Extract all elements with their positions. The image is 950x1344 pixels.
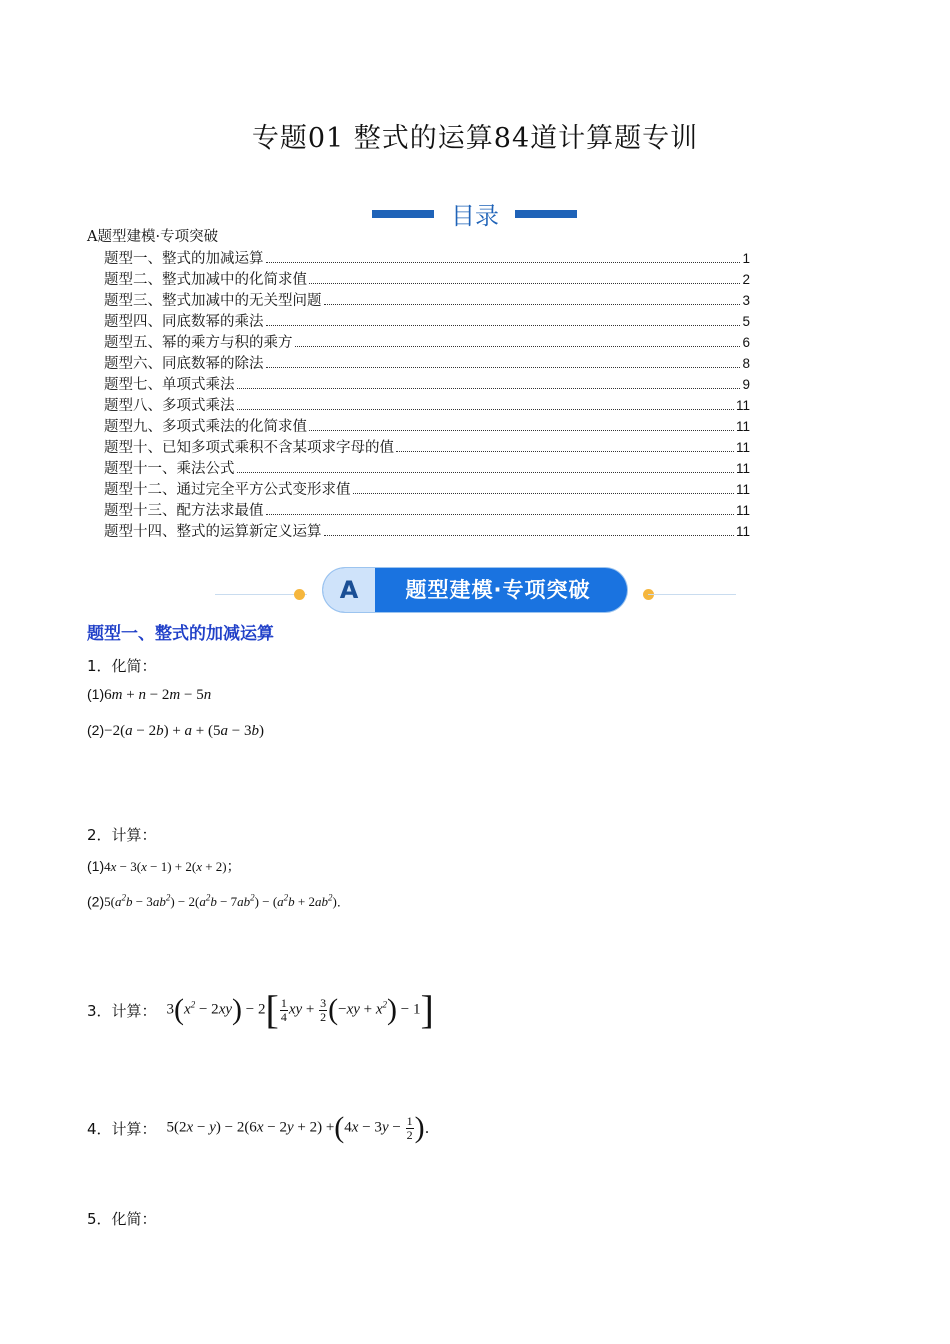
toc-item[interactable] — [87, 290, 750, 311]
toc-item[interactable] — [87, 500, 750, 521]
toc-item-label: 题型七、单项式乘法 — [104, 377, 235, 393]
question-4 — [87, 1113, 429, 1143]
section-title: 题型一、整式的加减运算 — [87, 624, 274, 644]
toc-leader-dots — [237, 471, 734, 473]
toc-item[interactable] — [87, 416, 750, 437]
part-end: ； — [226, 858, 241, 874]
table-of-contents — [87, 227, 750, 542]
math-expression: $3(x^2 - 2xy) - 2$[ $\frac{1}{4}$ xy + $\frac{3}{2}$ $(-xy + x^2) - 1$] — [166, 987, 434, 1032]
toc-item-label: 题型二、整式加减中的化简求值 — [104, 272, 307, 288]
toc-leader-dots — [295, 345, 741, 347]
toc-leader-dots — [309, 282, 740, 284]
toc-item-page: 11 — [735, 482, 750, 497]
toc-leader-dots — [237, 408, 734, 410]
toc-leader-dots — [324, 303, 741, 305]
toc-item-page: 5 — [742, 314, 750, 329]
toc-leader-dots — [266, 366, 741, 368]
toc-item-label: 题型六、同底数幂的除法 — [104, 356, 264, 372]
toc-item[interactable] — [87, 437, 750, 458]
toc-leader-dots — [266, 324, 741, 326]
part-label: (1) — [87, 858, 105, 874]
toc-item-page: 1 — [742, 251, 750, 266]
toc-leader-dots — [266, 261, 741, 263]
question-5-label: 5．化简： — [87, 1210, 157, 1228]
toc-item[interactable] — [87, 374, 750, 395]
toc-item-label: 题型五、幂的乘方与积的乘方 — [104, 335, 293, 351]
toc-item[interactable] — [87, 521, 750, 542]
toc-section: A题型建模·专项突破 — [87, 229, 219, 245]
toc-leader-dots — [353, 492, 734, 494]
question-1-part-2 — [87, 722, 264, 740]
toc-item-page: 11 — [735, 461, 750, 476]
toc-heading: 目录 — [451, 202, 499, 230]
toc-item-label: 题型八、多项式乘法 — [104, 398, 235, 414]
toc-item-page: 11 — [735, 503, 750, 518]
toc-item-page: 2 — [742, 272, 750, 287]
toc-item-page: 6 — [742, 335, 750, 350]
question-2-label: 2．计算： — [87, 826, 157, 844]
math-expression: 6m + n − 2m − 5n — [104, 687, 212, 703]
question-4-end: . — [424, 1119, 430, 1137]
banner-letter-badge: A — [323, 568, 375, 612]
question-2-part-2 — [87, 893, 341, 910]
toc-item-label: 题型十二、通过完全平方公式变形求值 — [104, 482, 351, 498]
toc-heading-right-bar — [515, 210, 577, 218]
math-expression: −2(a − 2b) + a + (5a − 3b) — [104, 723, 264, 739]
toc-item-page: 11 — [735, 398, 750, 413]
toc-leader-dots — [237, 387, 741, 389]
part-label: (2) — [87, 893, 105, 910]
question-2-part-1 — [87, 856, 241, 876]
banner-title: 题型建模·专项突破 — [405, 578, 591, 602]
toc-leader-dots — [324, 534, 734, 536]
toc-item[interactable] — [87, 332, 750, 353]
toc-leader-dots — [266, 513, 734, 515]
part-label: (1) — [87, 686, 105, 702]
toc-item[interactable] — [87, 479, 750, 500]
toc-item[interactable] — [87, 458, 750, 479]
question-4-label: 4．计算： — [87, 1119, 157, 1138]
toc-leader-dots — [309, 429, 734, 431]
toc-leader-dots — [396, 450, 734, 452]
question-1-part-1 — [87, 686, 211, 704]
math-expression: 5(2x − y) − 2(6x − 2y + 2) +(4x − 3y − $\frac{1}{2}$ ) — [166, 1111, 425, 1144]
toc-item-page: 11 — [735, 440, 750, 455]
question-3-label: 3．计算： — [87, 1001, 157, 1020]
toc-item-label: 题型十三、配方法求最值 — [104, 503, 264, 519]
banner-right-line — [648, 594, 736, 595]
toc-item-page: 8 — [742, 356, 750, 371]
toc-item-page: 11 — [735, 524, 750, 539]
toc-item[interactable] — [87, 269, 750, 290]
toc-item[interactable] — [87, 311, 750, 332]
toc-item-label: 题型十、已知多项式乘积不含某项求字母的值 — [104, 440, 394, 456]
toc-item-page: 11 — [735, 419, 750, 434]
page-title: 专题01 整式的运算84道计算题专训 — [251, 123, 699, 154]
toc-item[interactable] — [87, 395, 750, 416]
math-expression: 4x − 3(x − 1) + 2(x + 2) — [104, 859, 227, 874]
toc-item-label: 题型四、同底数幂的乘法 — [104, 314, 264, 330]
part-end: . — [336, 893, 341, 910]
toc-heading-left-bar — [372, 210, 434, 218]
question-3 — [87, 987, 434, 1032]
toc-item-label: 题型十四、整式的运算新定义运算 — [104, 524, 322, 540]
toc-item-page: 3 — [742, 293, 750, 308]
toc-item-page: 9 — [742, 377, 750, 392]
toc-item-label: 题型三、整式加减中的无关型问题 — [104, 293, 322, 309]
toc-item[interactable] — [87, 353, 750, 374]
part-label: (2) — [87, 722, 105, 738]
banner-left-dot — [294, 589, 305, 600]
question-1-label: 1．化简： — [87, 657, 157, 675]
toc-item-label: 题型十一、乘法公式 — [104, 461, 235, 477]
math-expression: $5(a^2b - 3ab^2) - 2(a^2b - 7ab^2) - (a^2b + 2ab^2)$ — [104, 893, 337, 910]
toc-item[interactable] — [87, 248, 750, 269]
toc-item-label: 题型一、整式的加减运算 — [104, 251, 264, 267]
toc-item-label: 题型九、多项式乘法的化简求值 — [104, 419, 307, 435]
